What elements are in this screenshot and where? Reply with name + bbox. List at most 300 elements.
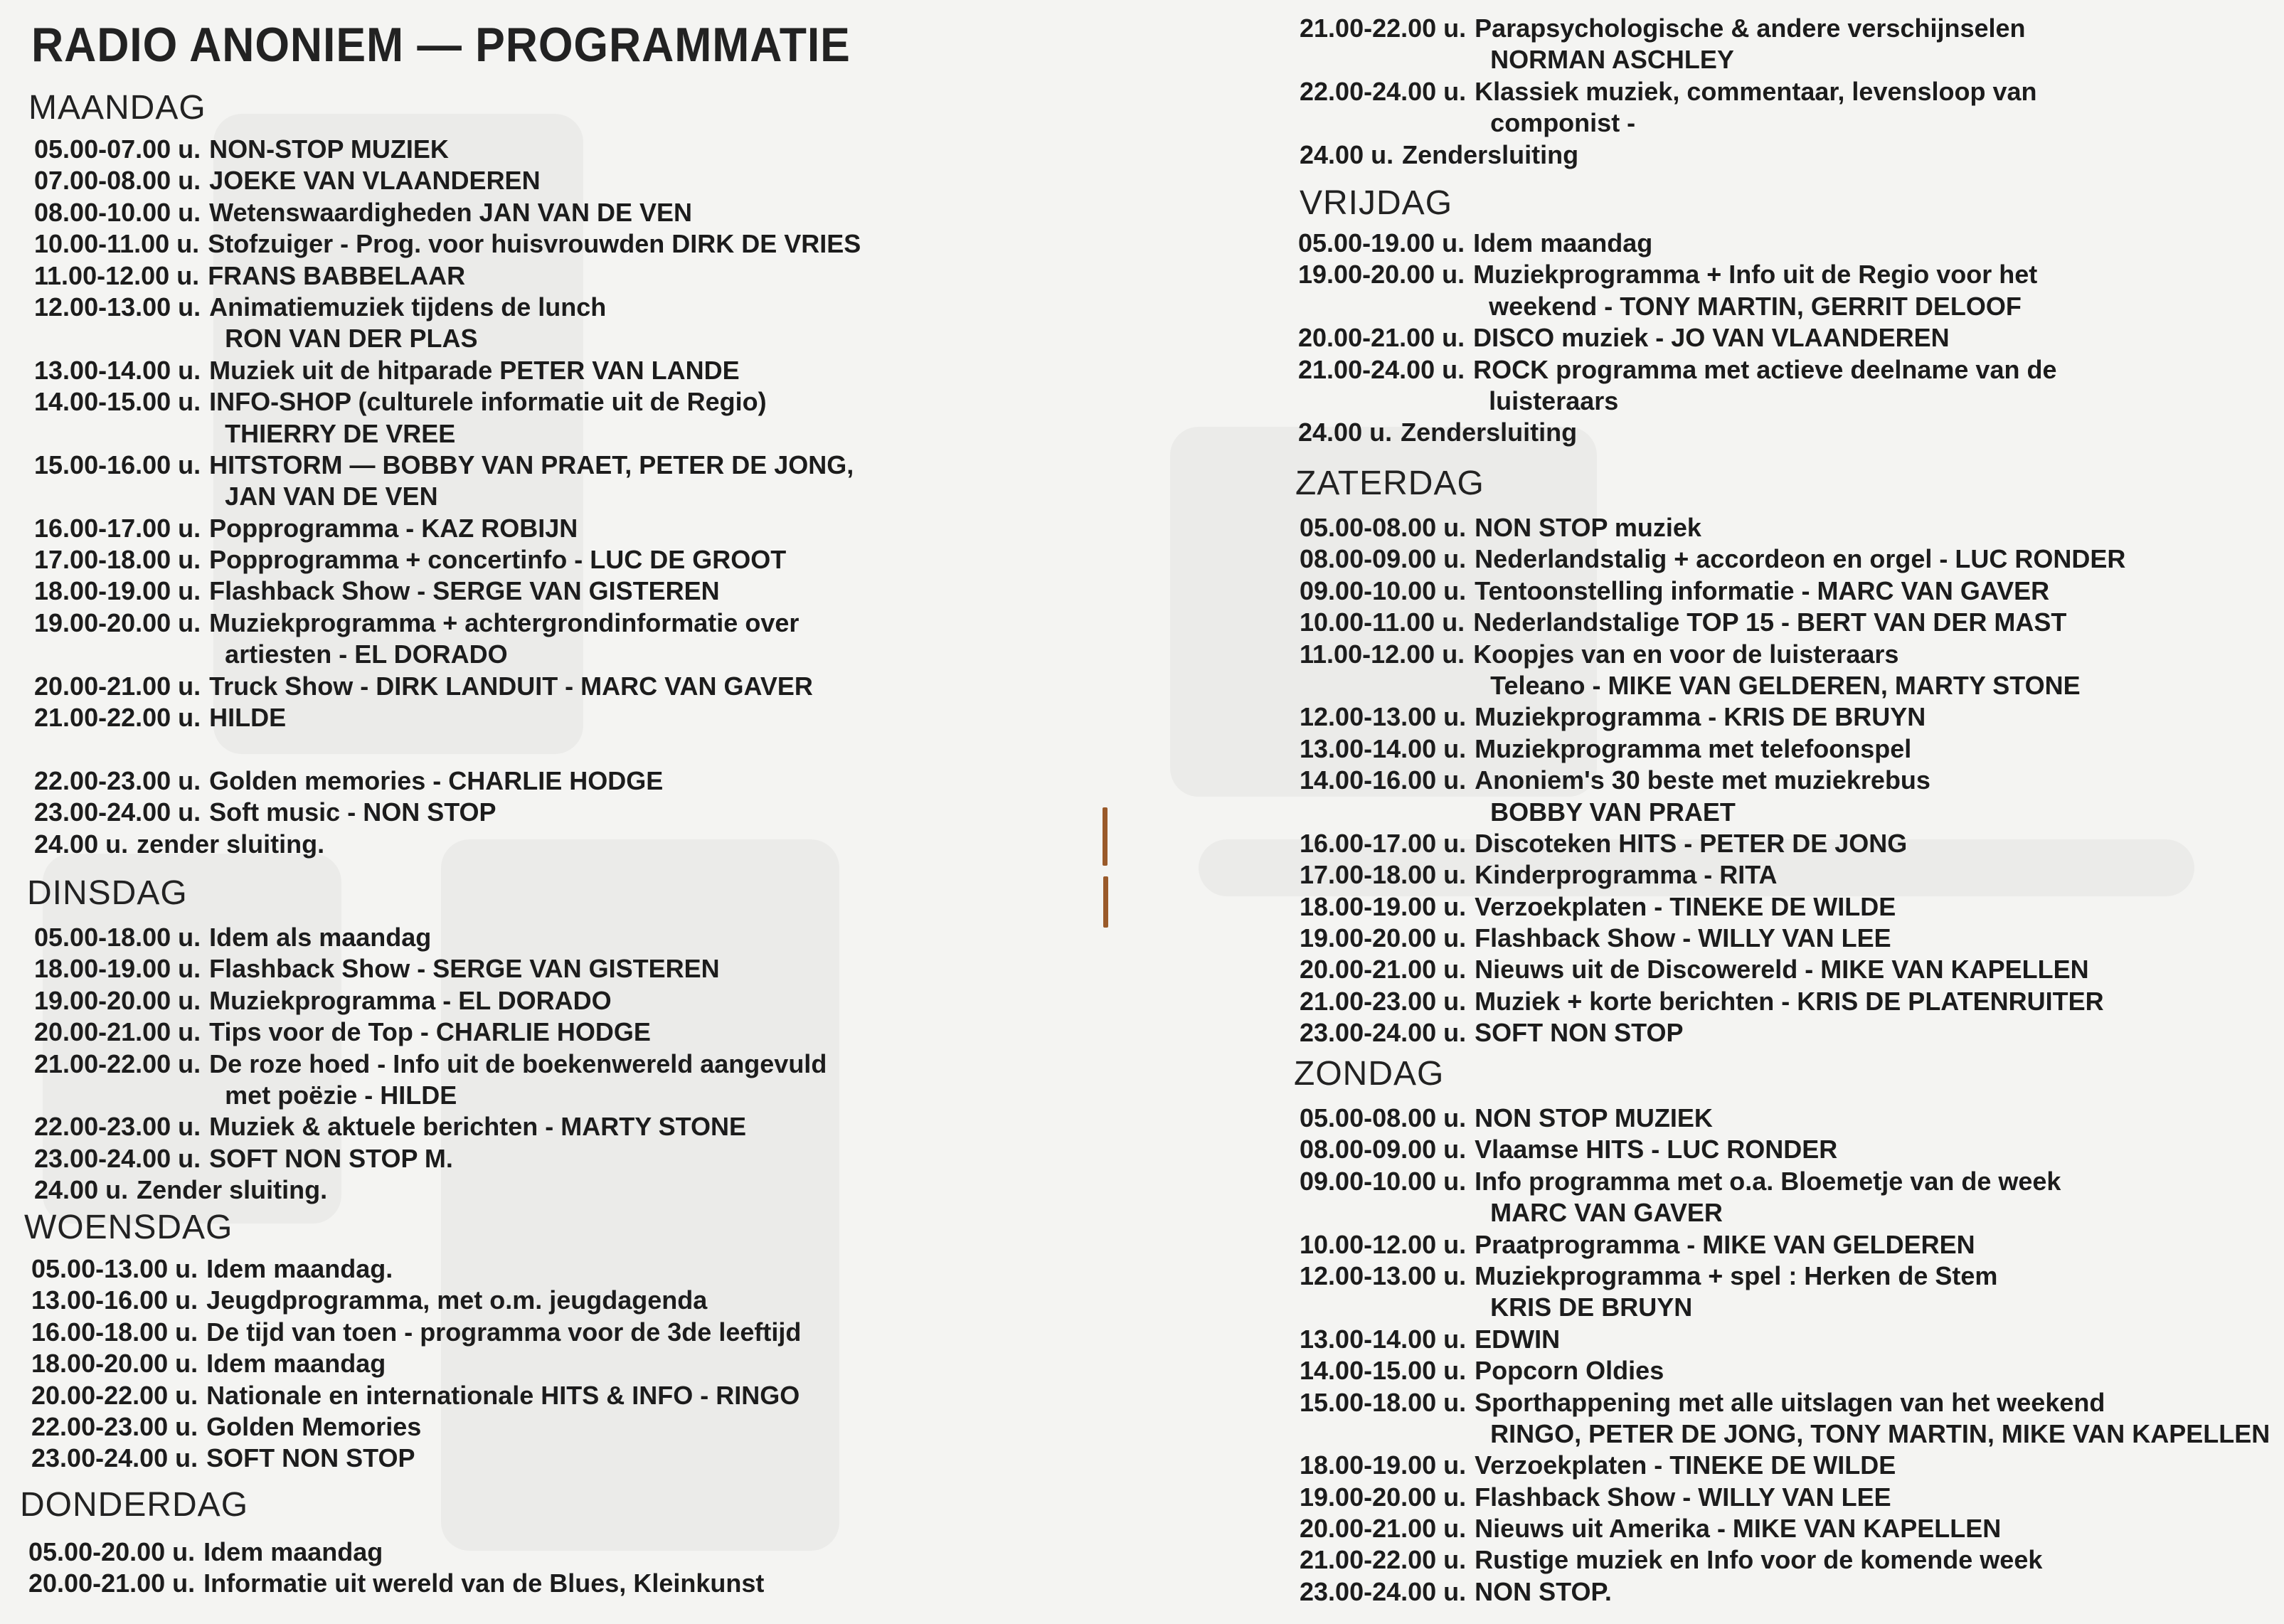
program-description: DISCO muziek - JO VAN VLAANDEREN	[1473, 323, 1950, 353]
hour-suffix: u.	[1443, 14, 1467, 43]
schedule-row	[34, 1049, 827, 1080]
program-description: componist -	[1490, 108, 1636, 138]
schedule-row	[1300, 1544, 2270, 1576]
time-slot: 12.00-13.00	[34, 292, 171, 322]
hour-suffix: u.	[172, 1537, 196, 1566]
hour-suffix: u.	[178, 355, 201, 385]
program-description: RINGO, PETER DE JONG, TONY MARTIN, MIKE VAN KAPELLEN	[1490, 1418, 2270, 1448]
time-slot: 21.00-22.00	[34, 1049, 171, 1078]
schedule-row	[1300, 139, 2037, 171]
program-description	[225, 733, 861, 765]
program-description: Popcorn Oldies	[1475, 1356, 1664, 1386]
program-description: Tentoonstelling informatie - MARC VAN GAVER	[1475, 575, 2050, 605]
hour-suffix: u.	[178, 985, 201, 1015]
schedule-row	[34, 481, 861, 512]
time-slot: 17.00-18.00	[1300, 860, 1437, 890]
hour-suffix: u.	[1443, 1356, 1467, 1386]
time-slot: 05.00-20.00	[28, 1537, 166, 1566]
schedule-row	[34, 355, 861, 386]
day-heading-woensdag: WOENSDAG	[24, 1209, 233, 1246]
schedule-row	[1300, 1418, 2270, 1450]
time-slot: 18.00-19.00	[1300, 891, 1437, 921]
schedule-donderdag-part1	[28, 1537, 764, 1600]
schedule-row	[1300, 512, 2125, 543]
time-slot: 20.00-21.00	[1300, 955, 1437, 985]
time-slot: 22.00-23.00	[31, 1411, 169, 1441]
schedule-row	[1300, 828, 2125, 859]
time-slot: 05.00-19.00	[1298, 228, 1435, 258]
time-slot: 23.00-24.00	[1300, 1018, 1437, 1048]
time-slot: 11.00-12.00	[34, 260, 170, 290]
time-slot: 24.00	[34, 829, 99, 859]
hour-suffix: u.	[1443, 76, 1467, 106]
time-slot: 22.00-23.00	[34, 765, 171, 795]
program-description: Sporthappening met alle uitslagen van het weekend	[1475, 1387, 2105, 1417]
hour-suffix: u.	[1443, 544, 1467, 574]
program-description: Muziekprogramma + achtergrondinformatie over	[209, 607, 800, 637]
hour-suffix: u.	[178, 1017, 201, 1047]
program-description: De tijd van toen - programma voor de 3de leeftijd	[206, 1317, 802, 1347]
program-description: Idem maandag.	[206, 1254, 393, 1283]
program-description: NON STOP muziek	[1475, 513, 1701, 542]
hour-suffix: u.	[1443, 891, 1467, 921]
schedule-row	[1300, 1166, 2270, 1197]
schedule-row	[34, 671, 861, 702]
schedule-row	[28, 1537, 764, 1568]
time-slot: 09.00-10.00	[1300, 575, 1437, 605]
hour-suffix: u.	[175, 1285, 198, 1315]
schedule-row	[1300, 1197, 2270, 1228]
schedule-row	[34, 197, 861, 228]
program-description: artiesten - EL DORADO	[225, 639, 508, 669]
time-slot: 18.00-19.00	[34, 954, 171, 984]
schedule-woensdag	[31, 1253, 801, 1475]
schedule-zaterdag	[1300, 512, 2125, 1049]
schedule-row	[31, 1348, 801, 1379]
day-heading-donderdag: DONDERDAG	[20, 1486, 249, 1524]
time-slot: 18.00-19.00	[1300, 1450, 1437, 1480]
schedule-row	[1300, 1261, 2270, 1292]
hour-suffix: u.	[1443, 1018, 1467, 1048]
time-slot: 23.00-24.00	[31, 1443, 169, 1473]
staple-mark-bottom	[1103, 876, 1108, 928]
hour-suffix: u.	[172, 1569, 196, 1598]
hour-suffix: u.	[178, 513, 201, 543]
time-slot: 20.00-21.00	[28, 1569, 166, 1598]
time-slot: 11.00-12.00	[1300, 639, 1435, 669]
hour-suffix: u.	[1443, 1166, 1467, 1196]
time-slot: 19.00-20.00	[1300, 1482, 1437, 1512]
schedule-row	[34, 702, 861, 733]
time-slot: 08.00-09.00	[1300, 544, 1437, 574]
schedule-row	[34, 765, 861, 797]
hour-suffix: u.	[175, 1443, 198, 1473]
schedule-row	[31, 1285, 801, 1316]
program-description: Wetenswaardigheden JAN VAN DE VEN	[209, 197, 692, 227]
time-slot: 12.00-13.00	[1300, 702, 1437, 732]
time-slot: 24.00	[1300, 139, 1364, 169]
program-description: Idem als maandag	[209, 923, 432, 952]
program-description: SOFT NON STOP	[206, 1443, 415, 1473]
program-description: Discoteken HITS - PETER DE JONG	[1475, 828, 1908, 858]
program-description: JAN VAN DE VEN	[225, 482, 438, 511]
hour-suffix: u.	[1443, 1514, 1467, 1544]
hour-suffix: u.	[178, 1049, 201, 1078]
schedule-row	[34, 418, 861, 450]
schedule-row	[1300, 1576, 2270, 1608]
schedule-row	[34, 797, 861, 828]
time-slot: 24.00	[34, 1175, 99, 1205]
hour-suffix: u.	[178, 1143, 201, 1173]
schedule-row	[34, 260, 861, 292]
program-description: zender sluiting.	[137, 829, 325, 859]
time-slot: 05.00-13.00	[31, 1254, 169, 1283]
staple-mark-top	[1103, 807, 1108, 866]
schedule-row	[1300, 701, 2125, 733]
time-slot: 15.00-16.00	[34, 450, 171, 479]
hour-suffix: u.	[175, 1317, 198, 1347]
time-slot: 22.00-23.00	[34, 1112, 171, 1142]
program-description: Golden memories - CHARLIE HODGE	[209, 765, 664, 795]
schedule-row	[1300, 543, 2125, 575]
hour-suffix: u.	[178, 703, 201, 733]
time-slot: 20.00-21.00	[1298, 323, 1435, 353]
program-description: weekend - TONY MARTIN, GERRIT DELOOF	[1489, 291, 2022, 321]
time-slot: 16.00-17.00	[1300, 828, 1437, 858]
program-description: Flashback Show - SERGE VAN GISTEREN	[209, 576, 720, 606]
time-slot: 22.00-24.00	[1300, 76, 1437, 106]
schedule-row	[1300, 1355, 2270, 1386]
program-description: Popprogramma - KAZ ROBIJN	[209, 513, 578, 543]
time-slot: 15.00-18.00	[1300, 1387, 1437, 1417]
hour-suffix: u.	[175, 1380, 198, 1410]
time-slot: 13.00-14.00	[34, 355, 171, 385]
day-heading-zondag: ZONDAG	[1294, 1055, 1445, 1093]
hour-suffix: u.	[178, 954, 201, 984]
time-slot: 21.00-24.00	[1298, 354, 1435, 384]
program-description: Vlaamse HITS - LUC RONDER	[1475, 1135, 1838, 1164]
hour-suffix: u.	[178, 545, 201, 575]
program-description: Zendersluiting	[1401, 418, 1578, 447]
schedule-donderdag-part2	[1300, 13, 2037, 171]
program-description: NON STOP MUZIEK	[1475, 1103, 1713, 1132]
program-description: De roze hoed - Info uit de boekenwereld aangevuld	[209, 1049, 827, 1078]
hour-suffix: u.	[1442, 639, 1465, 669]
program-description: Parapsychologische & andere verschijnselen	[1475, 14, 2026, 43]
time-slot: 21.00-23.00	[1300, 986, 1437, 1016]
time-slot: 21.00-22.00	[1300, 1545, 1437, 1575]
hour-suffix: u.	[178, 387, 201, 417]
time-slot: 21.00-22.00	[1300, 14, 1437, 43]
time-slot: 16.00-18.00	[31, 1317, 169, 1347]
hour-suffix: u.	[1443, 923, 1467, 953]
schedule-row	[34, 1143, 827, 1174]
schedule-row	[1300, 1017, 2125, 1049]
schedule-row	[1300, 13, 2037, 44]
program-description: Flashback Show - WILLY VAN LEE	[1475, 1482, 1891, 1512]
hour-suffix: u.	[1443, 765, 1467, 795]
hour-suffix: u.	[1443, 1103, 1467, 1132]
schedule-row	[1300, 575, 2125, 607]
schedule-row	[1300, 44, 2037, 75]
program-description: Nationale en internationale HITS & INFO - RINGO	[206, 1380, 800, 1410]
schedule-row	[34, 323, 861, 354]
program-description: HITSTORM — BOBBY VAN PRAET, PETER DE JONG,	[209, 450, 854, 479]
schedule-row	[1300, 733, 2125, 765]
schedule-maandag	[34, 134, 861, 860]
program-description: Teleano - MIKE VAN GELDEREN, MARTY STONE	[1490, 670, 2081, 700]
schedule-row	[34, 575, 861, 607]
program-description: Golden Memories	[206, 1411, 422, 1441]
hour-suffix: u.	[178, 923, 201, 952]
program-description: BOBBY VAN PRAET	[1490, 797, 1736, 827]
schedule-row	[31, 1443, 801, 1474]
hour-suffix: u.	[1443, 1229, 1467, 1259]
time-slot: 18.00-20.00	[31, 1349, 169, 1379]
schedule-row	[34, 228, 861, 260]
schedule-row	[1298, 259, 2056, 290]
schedule-row	[34, 513, 861, 544]
time-slot: 10.00-12.00	[1300, 1229, 1437, 1259]
schedule-vrijdag	[1298, 228, 2056, 449]
schedule-row	[1300, 1450, 2270, 1481]
schedule-row	[34, 134, 861, 165]
hour-suffix: u.	[178, 1112, 201, 1142]
time-slot: 20.00-21.00	[34, 1017, 171, 1047]
schedule-row	[34, 829, 861, 860]
schedule-row	[1298, 354, 2056, 386]
program-description: HILDE	[209, 703, 287, 733]
hour-suffix: u.	[178, 450, 201, 479]
program-description: MARC VAN GAVER	[1490, 1198, 1723, 1228]
hour-suffix: u.	[1443, 1135, 1467, 1164]
hour-suffix: u.	[1443, 1387, 1467, 1417]
time-slot: 05.00-08.00	[1300, 513, 1437, 542]
program-description: Info programma met o.a. Bloemetje van de week	[1475, 1166, 2061, 1196]
program-description: Nieuws uit Amerika - MIKE VAN KAPELLEN	[1475, 1514, 2002, 1544]
schedule-row	[34, 544, 861, 575]
program-description: ROCK programma met actieve deelname van de	[1473, 354, 2057, 384]
schedule-row	[1300, 1229, 2270, 1261]
program-description: Verzoekplaten - TINEKE DE WILDE	[1475, 891, 1896, 921]
time-slot: 07.00-08.00	[34, 166, 171, 196]
program-description: Nederlandstalig + accordeon en orgel - LUC RONDER	[1475, 544, 2126, 574]
schedule-row	[1298, 386, 2056, 417]
schedule-dinsdag	[34, 922, 827, 1206]
time-slot: 13.00-14.00	[1300, 733, 1437, 763]
hour-suffix: u.	[105, 1175, 129, 1205]
time-slot: 20.00-21.00	[1300, 1514, 1437, 1544]
hour-suffix: u.	[1443, 1576, 1467, 1606]
schedule-row	[1300, 1103, 2270, 1134]
time-slot: 24.00	[1298, 418, 1363, 447]
time-slot: 05.00-07.00	[34, 134, 171, 164]
right-page	[1142, 0, 2284, 1624]
hour-suffix: u.	[1443, 733, 1467, 763]
time-slot: 10.00-11.00	[34, 229, 170, 259]
schedule-row	[34, 1017, 827, 1048]
schedule-row	[1300, 639, 2125, 670]
time-slot: 23.00-24.00	[34, 797, 171, 827]
schedule-row	[1298, 322, 2056, 354]
hour-suffix: u.	[178, 292, 201, 322]
program-description: met poëzie - HILDE	[225, 1080, 457, 1110]
hour-suffix: u.	[1442, 228, 1465, 258]
hour-suffix: u.	[1442, 260, 1465, 290]
time-slot: 21.00-22.00	[34, 703, 171, 733]
schedule-row	[1298, 417, 2056, 448]
hour-suffix: u.	[1371, 139, 1394, 169]
hour-suffix: u.	[178, 797, 201, 827]
program-description: INFO-SHOP (culturele informatie uit de Regio)	[209, 387, 767, 417]
program-description: JOEKE VAN VLAANDEREN	[209, 166, 541, 196]
schedule-row	[34, 386, 861, 418]
hour-suffix: u.	[1443, 1482, 1467, 1512]
day-heading-vrijdag: VRIJDAG	[1300, 184, 1453, 222]
program-description: luisteraars	[1489, 386, 1619, 415]
time-slot: 14.00-15.00	[34, 387, 171, 417]
time-slot: 19.00-20.00	[34, 607, 171, 637]
hour-suffix: u.	[1443, 702, 1467, 732]
schedule-row	[1300, 891, 2125, 923]
schedule-row	[1300, 765, 2125, 796]
time-slot: 14.00-16.00	[1300, 765, 1437, 795]
program-description: Muziek uit de hitparade PETER VAN LANDE	[209, 355, 740, 385]
time-slot: 20.00-22.00	[31, 1380, 169, 1410]
program-description: Kinderprogramma - RITA	[1475, 860, 1778, 890]
schedule-row	[31, 1411, 801, 1443]
hour-suffix: u.	[178, 134, 201, 164]
time-slot: 23.00-24.00	[34, 1143, 171, 1173]
program-description: SOFT NON STOP	[1475, 1018, 1684, 1048]
schedule-row	[1298, 291, 2056, 322]
schedule-row	[34, 607, 861, 639]
program-description: Muziekprogramma - EL DORADO	[209, 985, 612, 1015]
program-description: NON STOP.	[1475, 1576, 1612, 1606]
schedule-row	[1300, 859, 2125, 891]
program-description: Muziekprogramma + spel : Herken de Stem	[1475, 1261, 1998, 1290]
time-slot: 09.00-10.00	[1300, 1166, 1437, 1196]
hour-suffix: u.	[1443, 955, 1467, 985]
hour-suffix: u.	[1443, 986, 1467, 1016]
schedule-row	[34, 292, 861, 323]
hour-suffix: u.	[1442, 323, 1465, 353]
time-slot: 19.00-20.00	[34, 985, 171, 1015]
hour-suffix: u.	[175, 1349, 198, 1379]
time-slot: 08.00-10.00	[34, 197, 171, 227]
hour-suffix: u.	[176, 260, 200, 290]
program-description: Muziek & aktuele berichten - MARTY STONE	[209, 1112, 746, 1142]
program-description: Flashback Show - SERGE VAN GISTEREN	[209, 954, 720, 984]
program-description: Soft music - NON STOP	[209, 797, 496, 827]
day-heading-zaterdag: ZATERDAG	[1295, 465, 1484, 502]
schedule-row	[34, 165, 861, 196]
schedule-row	[1300, 670, 2125, 701]
hour-suffix: u.	[175, 1254, 198, 1283]
schedule-row	[31, 1253, 801, 1285]
program-description: NORMAN ASCHLEY	[1490, 45, 1734, 75]
program-description: FRANS BABBELAAR	[208, 260, 466, 290]
hour-suffix: u.	[1443, 575, 1467, 605]
program-description: Zendersluiting	[1402, 139, 1579, 169]
program-description: Flashback Show - WILLY VAN LEE	[1475, 923, 1891, 953]
schedule-row	[34, 450, 861, 481]
schedule-row	[34, 922, 827, 953]
schedule-row	[34, 639, 861, 670]
program-description: Idem maandag	[1473, 228, 1653, 258]
program-description: Muziekprogramma met telefoonspel	[1475, 733, 1912, 763]
schedule-row	[1300, 954, 2125, 985]
program-description: EDWIN	[1475, 1324, 1561, 1354]
schedule-row	[34, 733, 861, 765]
program-description: RON VAN DER PLAS	[225, 324, 478, 354]
program-description: Popprogramma + concertinfo - LUC DE GROOT	[209, 545, 787, 575]
schedule-row	[34, 1111, 827, 1142]
time-slot: 08.00-09.00	[1300, 1135, 1437, 1164]
hour-suffix: u.	[105, 829, 129, 859]
hour-suffix: u.	[1443, 1450, 1467, 1480]
day-heading-dinsdag: DINSDAG	[27, 874, 188, 912]
program-description: Idem maandag	[206, 1349, 386, 1379]
program-description: Informatie uit wereld van de Blues, Kleinkunst	[203, 1569, 765, 1598]
hour-suffix: u.	[175, 1411, 198, 1441]
program-description: SOFT NON STOP M.	[209, 1143, 453, 1173]
time-slot: 20.00-21.00	[34, 671, 171, 701]
program-description: NON-STOP MUZIEK	[209, 134, 449, 164]
schedule-row	[1300, 1513, 2270, 1544]
page-title: RADIO ANONIEM — PROGRAMMATIE	[31, 18, 851, 72]
program-description: Klassiek muziek, commentaar, levensloop van	[1475, 76, 2037, 106]
time-slot: 10.00-11.00	[1300, 607, 1435, 637]
time-slot: 05.00-18.00	[34, 923, 171, 952]
schedule-row	[1298, 228, 2056, 259]
hour-suffix: u.	[1443, 860, 1467, 890]
hour-suffix: u.	[1442, 354, 1465, 384]
program-description: Truck Show - DIRK LANDUIT - MARC VAN GAVER	[209, 671, 813, 701]
program-description: Verzoekplaten - TINEKE DE WILDE	[1475, 1450, 1896, 1480]
schedule-row	[1300, 986, 2125, 1017]
hour-suffix: u.	[1369, 418, 1393, 447]
program-description: Stofzuiger - Prog. voor huisvrouwden DIRK DE VRIES	[208, 229, 861, 259]
hour-suffix: u.	[1443, 513, 1467, 542]
program-description: Nederlandstalige TOP 15 - BERT VAN DER MAST	[1473, 607, 2067, 637]
program-description: Rustige muziek en Info voor de komende week	[1475, 1545, 2043, 1575]
schedule-row	[34, 1174, 827, 1206]
schedule-row	[1300, 797, 2125, 828]
hour-suffix: u.	[178, 166, 201, 196]
hour-suffix: u.	[1442, 607, 1465, 637]
program-description: Idem maandag	[203, 1537, 383, 1566]
time-slot: 14.00-15.00	[1300, 1356, 1437, 1386]
program-description: THIERRY DE VREE	[225, 418, 456, 448]
time-slot: 13.00-14.00	[1300, 1324, 1437, 1354]
schedule-row	[1300, 1134, 2270, 1165]
schedule-row	[34, 985, 827, 1017]
schedule-row	[1300, 607, 2125, 638]
hour-suffix: u.	[178, 765, 201, 795]
program-description: Praatprogramma - MIKE VAN GELDEREN	[1475, 1229, 1975, 1259]
schedule-row	[1300, 76, 2037, 107]
program-description: Nieuws uit de Discowereld - MIKE VAN KAPELLEN	[1475, 955, 2089, 985]
hour-suffix: u.	[1443, 1261, 1467, 1290]
time-slot: 16.00-17.00	[34, 513, 171, 543]
time-slot: 19.00-20.00	[1300, 923, 1437, 953]
program-description: Tips voor de Top - CHARLIE HODGE	[209, 1017, 651, 1047]
day-heading-maandag: MAANDAG	[28, 89, 206, 127]
schedule-row	[34, 1080, 827, 1111]
schedule-row	[1300, 1292, 2270, 1323]
program-description: Muziekprogramma + Info uit de Regio voor het	[1473, 260, 2038, 290]
